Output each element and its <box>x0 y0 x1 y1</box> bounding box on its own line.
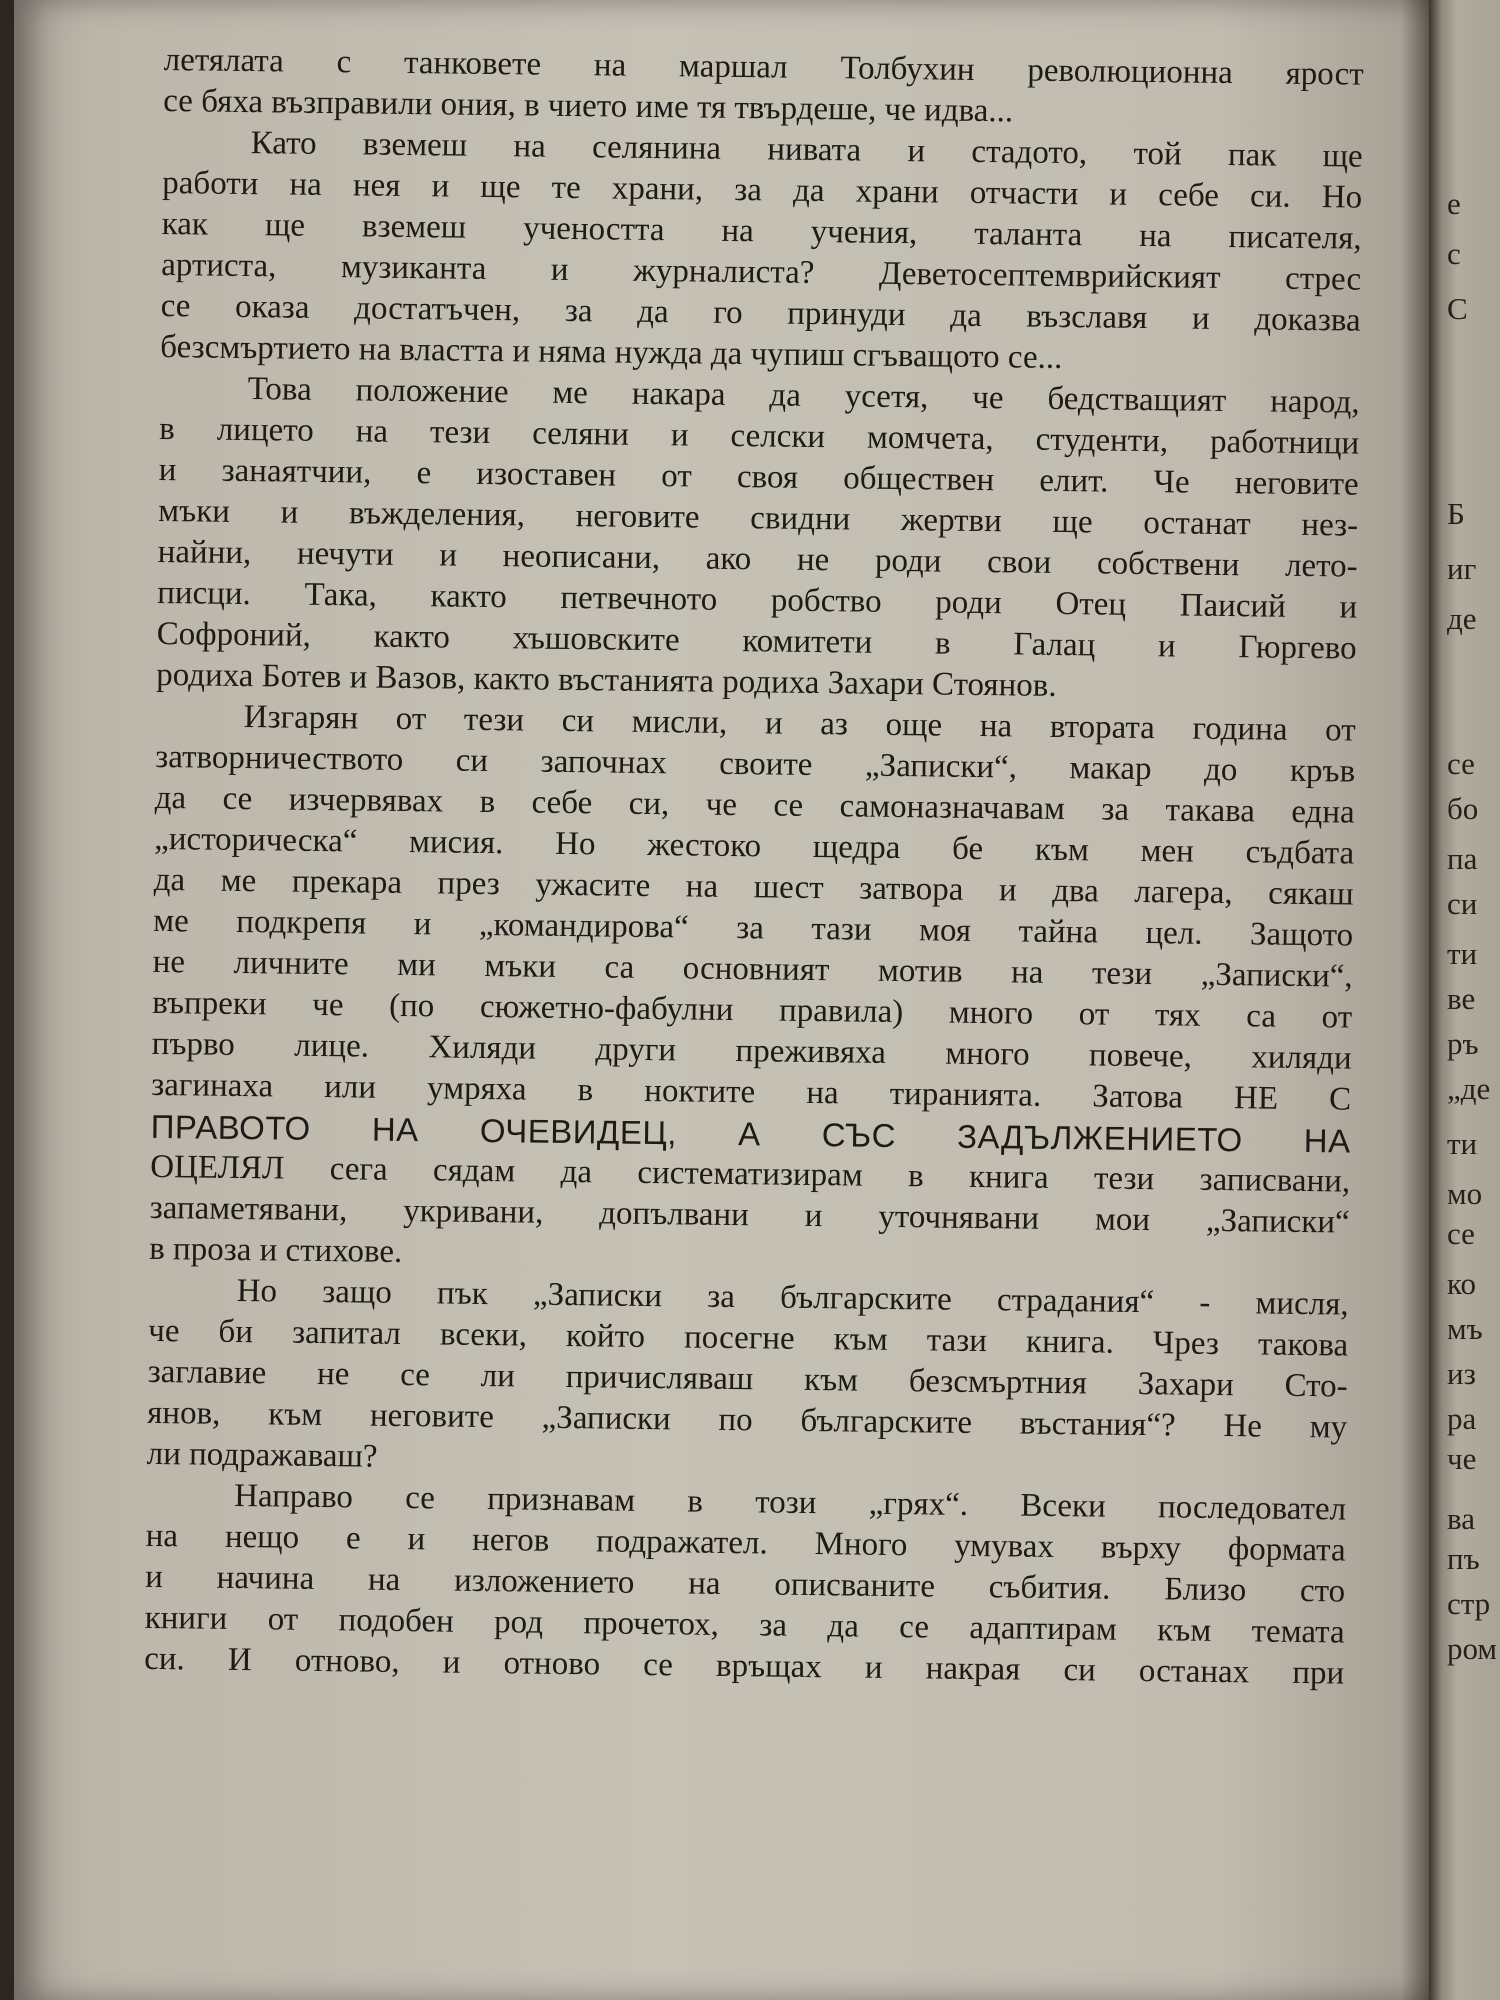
next-page-fragment: ко <box>1447 1266 1476 1301</box>
text-line: първо лице. Хиляди други преживяха много повече, хиляди <box>151 1025 1352 1077</box>
next-page-fragment: из <box>1447 1356 1476 1391</box>
text-line: писци. Така, както петвечното робство роди Отец Паисий и <box>157 574 1358 626</box>
text-line: Като вземеш на селянина нивата и стадото, той пак ще <box>250 125 1363 175</box>
text-line: заглавие не се ли причисляваш към безсмъртния Захари Сто- <box>147 1353 1348 1405</box>
next-page-fragment: се <box>1447 1216 1475 1251</box>
next-page-fragment: се <box>1447 746 1475 781</box>
text-line: Направо се признавам в този „грях“. Всеки последовател <box>233 1477 1347 1528</box>
text-line: Но защо пък „Записки за българските страдания“ - мисля, <box>236 1272 1349 1323</box>
text-line: и начина на изложението на описваните събития. Близо сто <box>145 1558 1346 1610</box>
text-line: янов, към неговите „Записки по българските въстания“? Не му <box>147 1394 1348 1446</box>
text-line: летялата с танковете на маршал Толбухин революционна ярост <box>163 41 1364 93</box>
text-line: родиха Ботев и Вазов, както въстанията родиха Захари Стоянов. <box>156 656 1057 704</box>
text-line: запаметявани, укривани, допълвани и уточнявани мои „Записки“ <box>149 1189 1350 1241</box>
text-line: Това положение ме накара да усетя, че бедстващият народ, <box>247 371 1360 421</box>
next-page-fragment: с <box>1447 236 1461 271</box>
next-page-fragment: де <box>1447 601 1477 636</box>
text-line: се бяха възправили ония, в чието име тя твърдеше, че идва... <box>163 82 1014 130</box>
next-page-fragment: чe <box>1447 1441 1477 1476</box>
next-page-fragment: мъ <box>1447 1311 1483 1346</box>
next-page-fragment: ти <box>1447 1126 1478 1161</box>
next-page-fragment: си <box>1447 886 1478 921</box>
next-page-fragment: ва <box>1447 1501 1475 1536</box>
text-line: безсмъртието на властта и няма нужда да чупиш сгъващото се... <box>160 328 1063 376</box>
text-line: ПРАВОТО НА ОЧЕВИДЕЦ, А СЪС ЗАДЪЛЖЕНИЕТО НА <box>150 1107 1351 1160</box>
next-page-fragment: иг <box>1447 551 1477 586</box>
text-line: Изгарян от тези си мисли, и аз още на втората година от <box>243 699 1356 749</box>
text-line: „историческа“ мисия. Но жестоко щедра бе към мен съдбата <box>154 820 1355 872</box>
text-line: въпреки че (по сюжетно-фабулни правила) много от тях са от <box>152 984 1353 1036</box>
next-page-fragment: бо <box>1447 791 1479 826</box>
text-line: затворничеството си започнах своите „Записки“, макар до кръв <box>155 738 1356 790</box>
text-line: се оказа достатъчен, за да го принуди да възславя и доказва <box>160 287 1361 339</box>
text-column <box>144 40 1364 1695</box>
next-page-fragment: ром <box>1447 1631 1498 1666</box>
next-page-fragment: пъ <box>1447 1541 1480 1576</box>
next-page-fragment: ръ <box>1447 1026 1479 1061</box>
text-line: не личните ми мъки са основният мотив на тези „Записки“, <box>152 943 1353 995</box>
text-line: в проза и стихове. <box>149 1230 403 1271</box>
next-page-edge <box>1429 0 1500 2000</box>
text-line: че би запитал всеки, който посегне към тази книга. Чрез такова <box>148 1312 1349 1364</box>
text-line: как ще вземеш учеността на учения, таланта на писателя, <box>161 205 1362 257</box>
text-line: Софроний, както хъшовските комитети в Галац и Гюргево <box>156 615 1357 667</box>
text-line: си. И отново, и отново се връщах и накрая си останах при <box>144 1640 1345 1692</box>
text-line: мъки и въжделения, неговите свидни жертви ще останат нез- <box>158 492 1359 544</box>
next-page-fragment: С <box>1447 291 1468 326</box>
text-line: ОЦЕЛЯЛ сега сядам да систематизирам в книга тези записвани, <box>150 1148 1351 1200</box>
text-line: ме подкрепя и „командирова“ за тази моя тайна цел. Защото <box>153 902 1354 954</box>
text-line: работи на нея и ще те храни, за да храни отчасти и себе си. Но <box>162 164 1363 216</box>
text-line: и занаятчии, е изоставен от своя обществен елит. Че неговите <box>158 451 1359 503</box>
text-line: в лицето на тези селяни и селски момчета, студенти, работници <box>159 410 1360 462</box>
next-page-fragment: стр <box>1447 1586 1491 1621</box>
text-line: загинаха или умряха в ноктите на тиранията. Затова НЕ С <box>151 1066 1352 1118</box>
next-page-fragment: е <box>1447 186 1461 221</box>
next-page-fragment: па <box>1447 841 1478 876</box>
text-line: да ме прекара през ужасите на шест затвора и два лагера, сякаш <box>153 861 1354 913</box>
next-page-fragment: „де <box>1447 1071 1491 1106</box>
next-page-fragment: ра <box>1447 1401 1477 1436</box>
text-line: найни, нечути и неописани, ако не роди свои собствени лето- <box>157 533 1358 585</box>
text-line: да се изчервявах в себе си, че се самоназначавам за такава една <box>154 779 1355 831</box>
text-line: ли подражаваш? <box>146 1435 378 1475</box>
next-page-fragment: мо <box>1447 1176 1483 1211</box>
next-page-fragment: Б <box>1447 496 1465 531</box>
text-line: артиста, музиканта и журналиста? Деветосептемврийският стрес <box>161 246 1362 298</box>
text-line: книги от подобен род прочетох, за да се адаптирам към темата <box>144 1599 1345 1651</box>
next-page-fragment: ти <box>1447 936 1478 971</box>
next-page-fragment: ве <box>1447 981 1476 1016</box>
book-page <box>14 0 1429 2000</box>
text-line: на нещо е и негов подражател. Много умувах върху формата <box>145 1517 1346 1569</box>
